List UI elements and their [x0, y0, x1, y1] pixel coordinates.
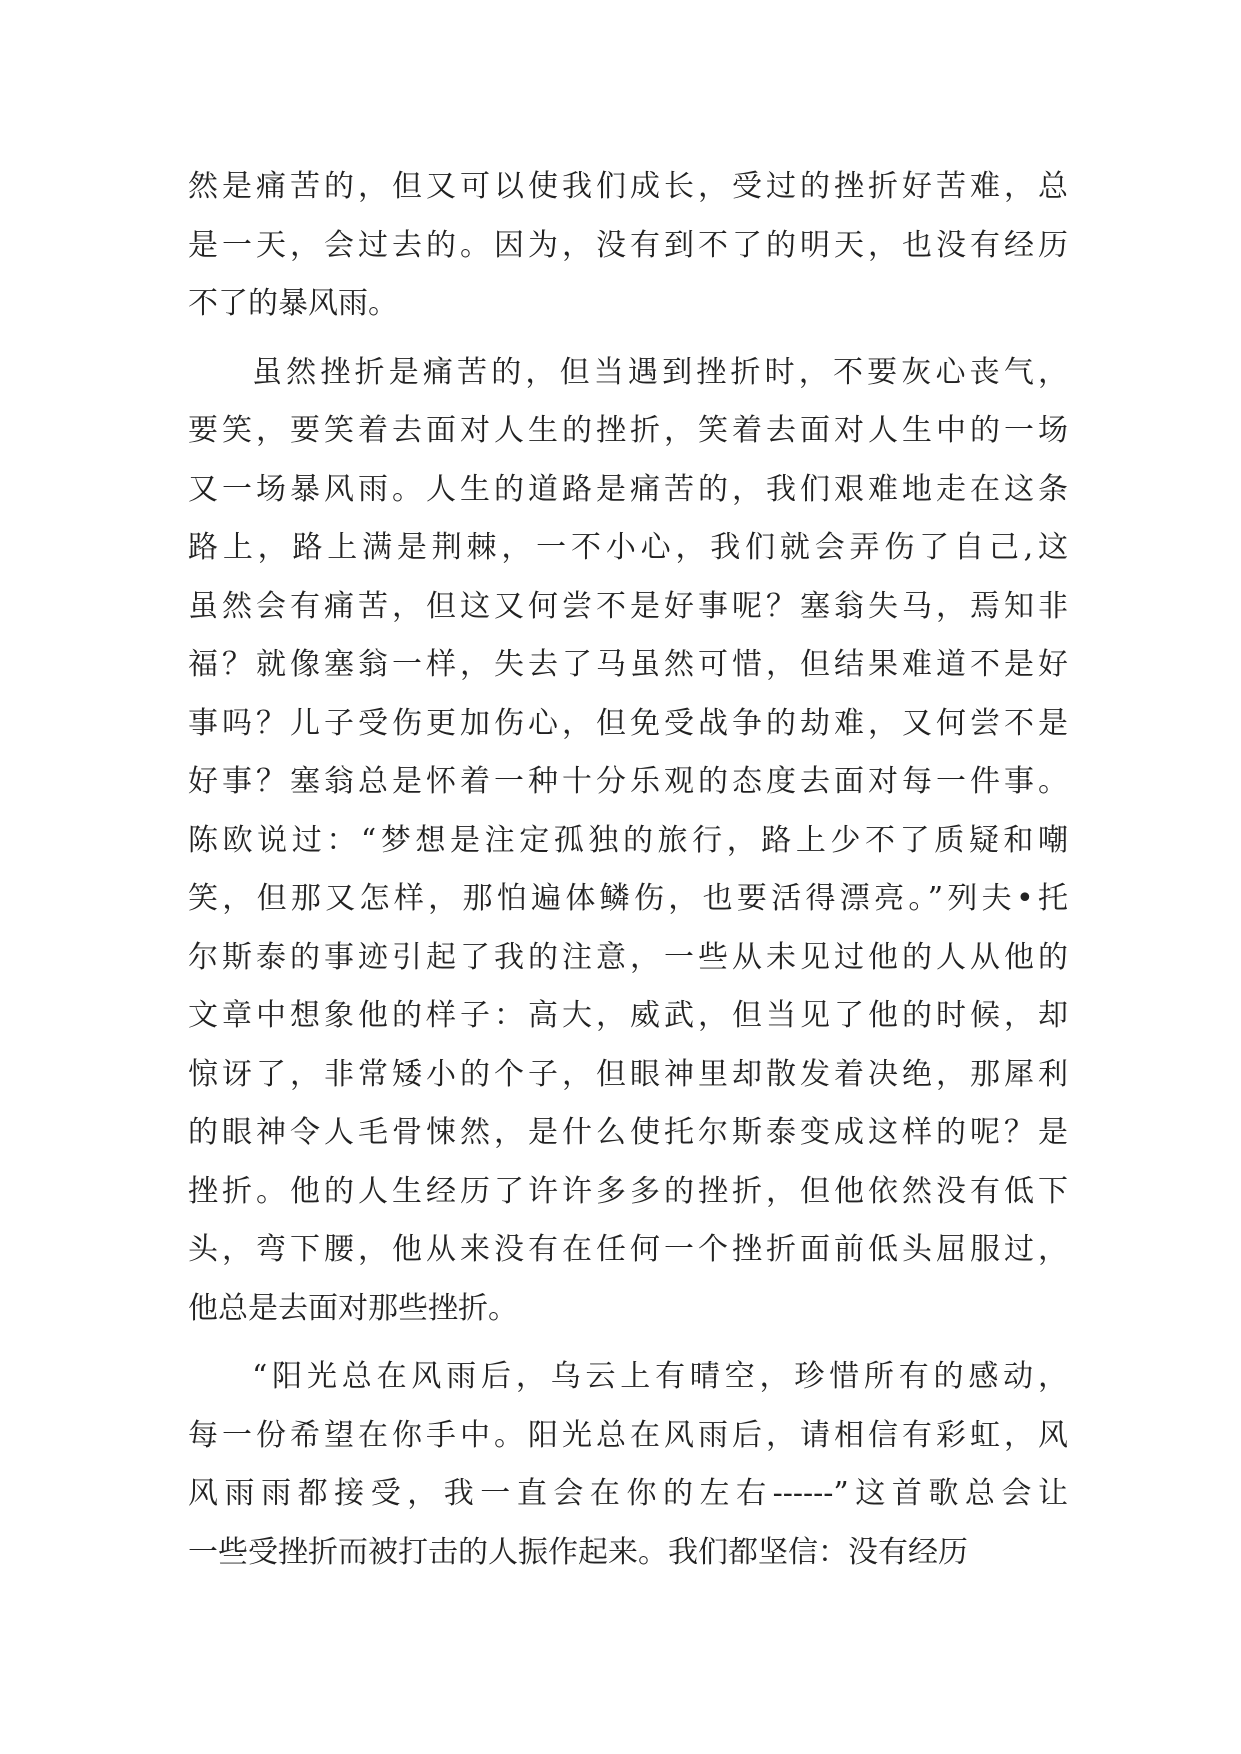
text-line: 要笑，要笑着去面对人生的挫折，笑着去面对人生中的一场: [188, 413, 1068, 448]
paragraph-gap: [188, 1338, 1068, 1348]
text-line: 头，弯下腰，他从来没有在任何一个挫折面前低头屈服过，: [188, 1232, 1068, 1267]
text-line: 文章中想象他的样子：高大，威武，但当见了他的时候，却: [188, 998, 1068, 1033]
text-line: “阳光总在风雨后，乌云上有晴空，珍惜所有的感动，: [252, 1359, 1068, 1394]
text-line: 事吗？儿子受伤更加伤心，但免受战争的劫难，又何尝不是: [188, 705, 1068, 741]
text-line: 尔斯泰的事迹引起了我的注意，一些从未见过他的人从他的: [188, 939, 1068, 975]
paragraph: [188, 1348, 1068, 1582]
text-line: 路上，路上满是荆棘，一不小心，我们就会弄伤了自己,这: [188, 530, 1068, 565]
paragraph: [188, 344, 1068, 1339]
paragraph: [188, 158, 1068, 334]
text-line: 挫折。他的人生经历了许许多多的挫折，但他依然没有低下: [188, 1173, 1068, 1209]
text-line: 虽然挫折是痛苦的，但当遇到挫折时，不要灰心丧气，: [252, 354, 1068, 390]
text-line: 他总是去面对那些挫折。: [188, 1290, 518, 1326]
text-line: 又一场暴风雨。人生的道路是痛苦的，我们艰难地走在这条: [188, 471, 1068, 507]
text-line: 每一份希望在你手中。阳光总在风雨后，请相信有彩虹，风: [188, 1417, 1068, 1453]
text-line: 虽然会有痛苦，但这又何尝不是好事呢？塞翁失马，焉知非: [188, 588, 1068, 624]
paragraph-gap: [188, 334, 1068, 344]
text-line: 风雨雨都接受，我一直会在你的左右------”这首歌总会让: [188, 1476, 1068, 1511]
text-line: 笑，但那又怎样，那怕遍体鳞伤，也要活得漂亮。”列夫•托: [188, 881, 1068, 916]
text-line: 陈欧说过：“梦想是注定孤独的旅行，路上少不了质疑和嘲: [188, 822, 1068, 858]
text-line: 惊讶了，非常矮小的个子，但眼神里却散发着决绝，那犀利: [188, 1056, 1068, 1092]
text-line: 是一天，会过去的。因为，没有到不了的明天，也没有经历: [188, 227, 1068, 263]
text-line: 然是痛苦的，但又可以使我们成长，受过的挫折好苦难，总: [188, 169, 1068, 204]
body-text: [188, 158, 1068, 1582]
text-line: 的眼神令人毛骨悚然，是什么使托尔斯泰变成这样的呢？是: [188, 1115, 1068, 1150]
text-line: 好事？塞翁总是怀着一种十分乐观的态度去面对每一件事。: [188, 764, 1068, 799]
text-line: 不了的暴风雨。: [188, 286, 398, 321]
text-line: 一些受挫折而被打击的人振作起来。我们都坚信：没有经历: [188, 1534, 968, 1570]
text-line: 福？就像塞翁一样，失去了马虽然可惜，但结果难道不是好: [188, 647, 1068, 682]
